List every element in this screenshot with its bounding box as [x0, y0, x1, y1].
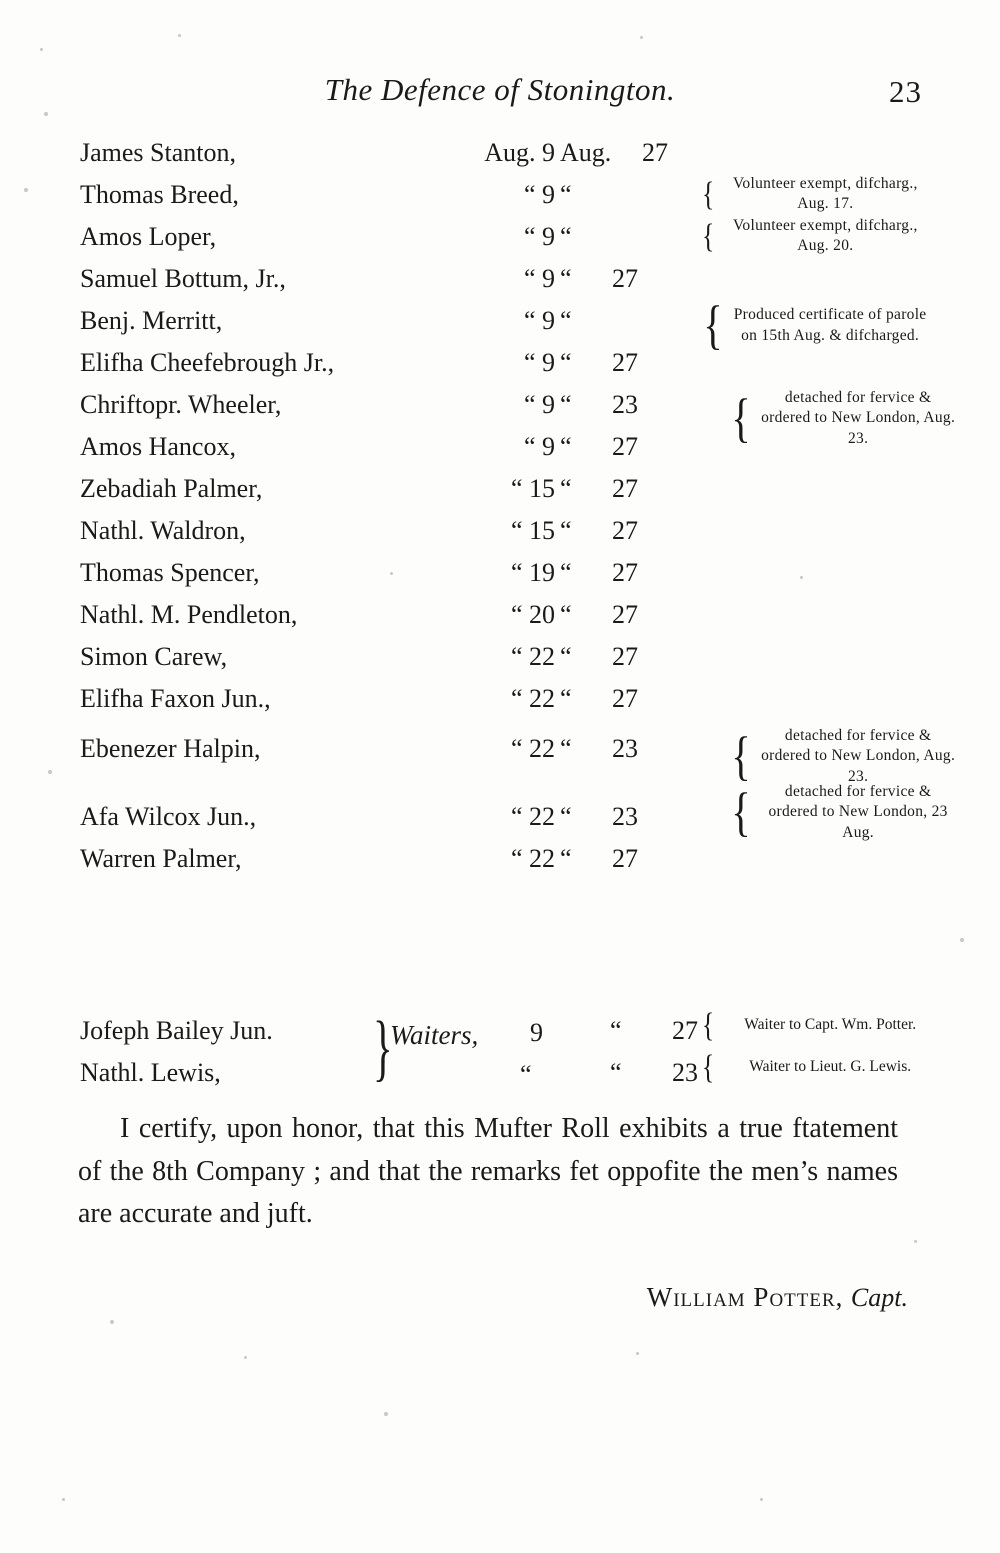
paper-speck — [178, 34, 181, 37]
table-row — [80, 348, 920, 390]
ditto-mark: “ — [560, 642, 572, 671]
discharged-day: 27 — [612, 348, 638, 377]
paper-speck — [244, 1356, 247, 1359]
table-row — [80, 264, 920, 306]
remark-text: Waiter to Lieut. G. Lewis. — [749, 1058, 912, 1076]
soldier-name: James Stanton, — [80, 138, 236, 167]
discharged-date — [560, 600, 680, 630]
discharged-date — [560, 222, 680, 252]
remark-note — [700, 216, 930, 257]
soldier-name: Nathl. Waldron, — [80, 516, 246, 545]
enlisted-date: “ 9 — [523, 180, 555, 209]
discharged-day: 27 — [612, 642, 638, 671]
discharged-date — [560, 432, 680, 462]
certification-text: I certify, upon honor, that this Mufter Roll exhibits a true ftatement of the 8th Company ; and that the remarks fet oppofite the men’s names are accurate and juft. — [78, 1113, 898, 1230]
paper-speck — [960, 938, 964, 942]
ditto-mark: “ — [610, 1058, 622, 1087]
soldier-name: Chriftopr. Wheeler, — [80, 390, 282, 419]
discharged-day: 27 — [612, 684, 638, 713]
ditto-mark: “ — [560, 600, 572, 629]
ditto-mark: “ — [560, 474, 572, 503]
table-row — [80, 782, 948, 844]
waiters-group — [80, 1007, 920, 1116]
soldier-name: Benj. Merritt, — [80, 306, 223, 335]
waiter-enlisted-2: “ — [520, 1060, 532, 1089]
discharged-day: 27 — [612, 844, 638, 873]
discharged-day: 27 — [612, 600, 638, 629]
paper-speck — [640, 36, 643, 39]
discharged-day: 27 — [612, 474, 638, 503]
brace-icon: { — [731, 726, 751, 787]
discharged-date — [560, 516, 680, 546]
paper-speck — [24, 188, 28, 192]
waiters-label: Waiters, — [390, 1020, 479, 1050]
ditto-mark: Aug. — [560, 138, 612, 167]
paper-speck — [384, 1412, 388, 1416]
remark-note — [728, 782, 958, 843]
enlisted-date: “ 22 — [510, 734, 555, 763]
table-row — [80, 516, 920, 558]
discharged-date — [560, 802, 680, 832]
table-row — [80, 844, 920, 886]
soldier-name: Simon Carew, — [80, 642, 228, 671]
enlisted-date: “ 9 — [523, 432, 555, 461]
table-row — [80, 726, 956, 787]
brace-icon: } — [372, 1007, 393, 1089]
discharged-date — [560, 558, 680, 588]
discharged-day: 27 — [612, 264, 638, 293]
page-title: The Defence of Stonington. — [324, 72, 676, 107]
remark-text: detached for fervice & ordered to New London, Aug. 23. — [761, 389, 956, 447]
enlisted-date: “ 9 — [523, 222, 555, 251]
waiter-discharged-1: 27 — [672, 1016, 698, 1045]
discharged-day: 27 — [642, 138, 668, 167]
ditto-mark: “ — [560, 222, 572, 251]
ditto-mark: “ — [610, 1016, 622, 1045]
paper-speck — [40, 48, 43, 51]
enlisted-date: “ 9 — [523, 264, 555, 293]
paper-speck — [914, 1240, 917, 1243]
paper-speck — [62, 1498, 65, 1501]
soldier-name: Amos Hancox, — [80, 432, 236, 461]
ditto-mark: “ — [560, 180, 572, 209]
enlisted-date: “ 9 — [523, 390, 555, 419]
brace-icon: { — [702, 1049, 715, 1086]
remark-text: detached for fervice & ordered to New London, Aug. 23. — [761, 727, 956, 785]
ditto-mark: “ — [560, 390, 572, 419]
waiter-name-1: Jofeph Bailey Jun. — [80, 1016, 273, 1045]
discharged-date — [560, 734, 680, 764]
discharged-day: 23 — [612, 390, 638, 419]
ditto-mark: “ — [560, 306, 572, 335]
remark-text: Produced certificate of parole on 15th Aug. & difcharged. — [733, 306, 927, 344]
table-row — [80, 217, 920, 264]
soldier-name: Warren Palmer, — [80, 844, 242, 873]
ditto-mark: “ — [560, 684, 572, 713]
ditto-mark: “ — [560, 734, 572, 763]
muster-roll-table — [80, 138, 956, 886]
soldier-name: Thomas Spencer, — [80, 558, 260, 587]
remark-text: Volunteer exempt, difcharg., Aug. 20. — [732, 217, 918, 255]
discharged-day: 27 — [612, 432, 638, 461]
discharged-date — [560, 348, 680, 378]
table-row — [80, 642, 920, 684]
soldier-name: Ebenezer Halpin, — [80, 734, 261, 763]
remark-note — [700, 1007, 940, 1044]
paper-speck — [110, 1320, 114, 1324]
remark-text: Waiter to Capt. Wm. Potter. — [744, 1016, 917, 1034]
enlisted-date: “ 9 — [523, 348, 555, 377]
remark-note — [700, 174, 930, 215]
soldier-name: Samuel Bottum, Jr., — [80, 264, 286, 293]
enlisted-date: “ 22 — [510, 684, 555, 713]
discharged-day: 27 — [612, 558, 638, 587]
remark-note — [728, 726, 958, 787]
remark-note — [700, 1049, 940, 1086]
table-row — [80, 474, 920, 516]
page-number: 23 — [889, 74, 922, 109]
soldier-name: Zebadiah Palmer, — [80, 474, 263, 503]
soldier-name: Afa Wilcox Jun., — [80, 802, 257, 831]
brace-icon: { — [702, 175, 715, 213]
enlisted-date: “ 20 — [510, 600, 555, 629]
soldier-name: Amos Loper, — [80, 222, 217, 251]
waiter-enlisted-1: 9 — [530, 1018, 543, 1047]
ditto-mark: “ — [560, 558, 572, 587]
discharged-date — [560, 264, 680, 294]
brace-icon: { — [731, 782, 751, 843]
remark-text: Volunteer exempt, difcharg., Aug. 17. — [732, 175, 918, 213]
brace-icon: { — [731, 388, 751, 449]
enlisted-date: Aug. 9 — [484, 138, 555, 167]
table-row — [80, 600, 920, 642]
brace-icon: { — [702, 1007, 715, 1044]
waiter-discharged-2: 23 — [672, 1058, 698, 1087]
paper-speck — [48, 770, 52, 774]
discharged-date — [560, 642, 680, 672]
signer-rank: Capt. — [850, 1283, 908, 1312]
ditto-mark: “ — [560, 264, 572, 293]
discharged-date — [560, 180, 680, 210]
enlisted-date: “ 19 — [510, 558, 555, 587]
soldier-name: Thomas Breed, — [80, 180, 239, 209]
paper-speck — [760, 1498, 763, 1501]
enlisted-date: “ 22 — [510, 844, 555, 873]
ditto-mark: “ — [560, 516, 572, 545]
discharged-day: 27 — [612, 516, 638, 545]
table-row — [80, 558, 920, 600]
signer-name: William Potter, — [646, 1282, 844, 1312]
page-header — [0, 72, 1000, 122]
ditto-mark: “ — [560, 844, 572, 873]
discharged-day: 23 — [612, 734, 638, 763]
brace-icon: { — [703, 295, 723, 355]
discharged-day: 23 — [612, 802, 638, 831]
table-row — [80, 684, 920, 726]
waiter-name-2: Nathl. Lewis, — [80, 1058, 221, 1087]
discharged-date — [560, 684, 680, 714]
table-row — [80, 432, 920, 474]
ditto-mark: “ — [560, 348, 572, 377]
enlisted-date: “ 15 — [510, 516, 555, 545]
certification-paragraph — [78, 1108, 898, 1236]
discharged-date — [560, 138, 680, 168]
signature-block — [78, 1282, 908, 1313]
table-row — [80, 295, 927, 355]
discharged-date — [560, 844, 680, 874]
enlisted-date: “ 22 — [510, 642, 555, 671]
ditto-mark: “ — [560, 802, 572, 831]
discharged-date — [560, 390, 680, 420]
ditto-mark: “ — [560, 432, 572, 461]
soldier-name: Elifha Cheefebrough Jr., — [80, 348, 335, 377]
discharged-date — [560, 306, 680, 336]
discharged-date — [560, 474, 680, 504]
enlisted-date: “ 9 — [523, 306, 555, 335]
brace-icon: { — [702, 217, 715, 255]
remark-text: detached for fervice & ordered to New London, 23 Aug. — [768, 783, 948, 841]
soldier-name: Elifha Faxon Jun., — [80, 684, 271, 713]
enlisted-date: “ 22 — [510, 802, 555, 831]
enlisted-date: “ 15 — [510, 474, 555, 503]
remark-note — [700, 295, 930, 355]
soldier-name: Nathl. M. Pendleton, — [80, 600, 298, 629]
paper-speck — [636, 1352, 639, 1355]
